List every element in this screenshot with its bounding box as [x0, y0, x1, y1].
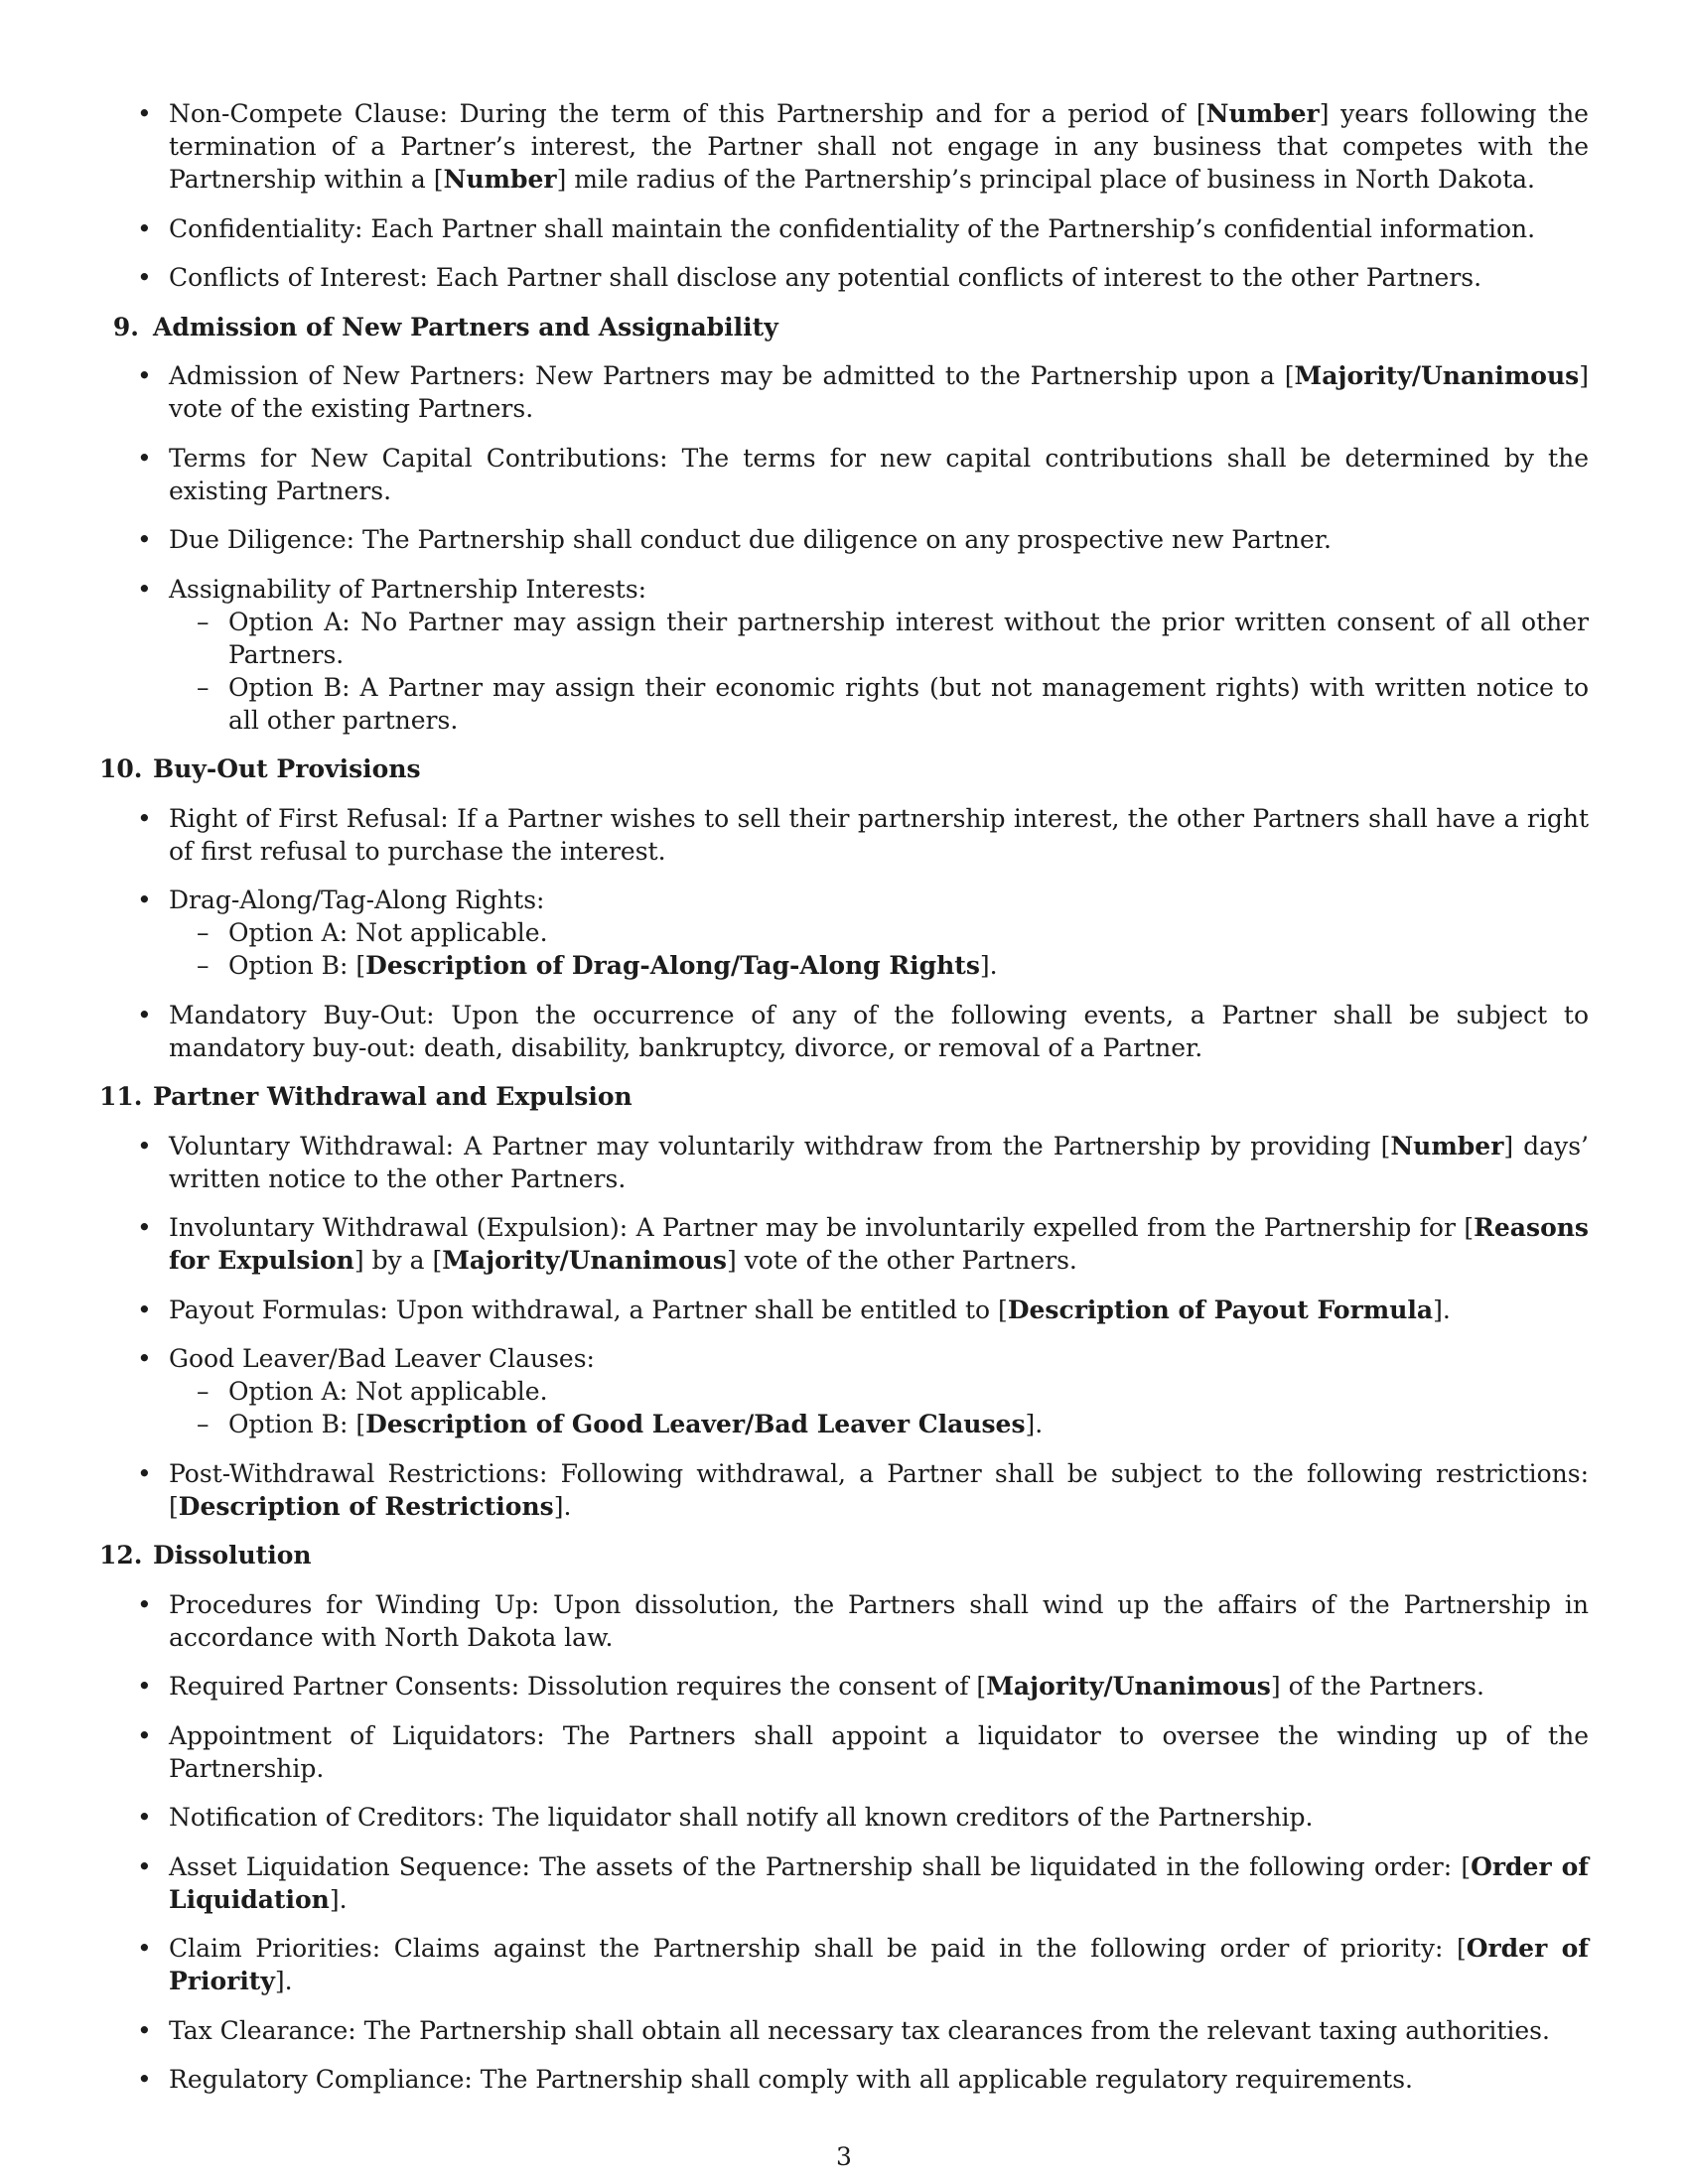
bullet-item: [99, 1670, 1589, 1703]
placeholder-text: Description of Payout Formula: [1007, 1295, 1434, 1324]
bullet-item: [99, 212, 1589, 245]
bullet-item: [99, 1457, 1589, 1523]
bullet-item: [99, 1130, 1589, 1195]
text-segment: Mandatory Buy-Out: Upon the occurrence of any of the following events, a Partner shall be subject to mandatory buy-out: death, disability, bankruptcy, divorce, or removal of a Partner.: [169, 1000, 1589, 1062]
bullet-item: [99, 442, 1589, 507]
text-segment: Option B: [: [228, 951, 366, 980]
sub-list: [99, 606, 1589, 737]
text-segment: Right of First Refusal: If a Partner wishes to sell their partnership interest, the other Partners shall have a right of first refusal to purchase the interest.: [169, 803, 1589, 866]
placeholder-text: Number: [443, 165, 557, 194]
placeholder-text: Reasons for Expulsion: [169, 1213, 1589, 1275]
bullet-item: [99, 1211, 1589, 1277]
text-segment: ].: [1433, 1295, 1451, 1324]
bullet-item: [99, 1932, 1589, 1997]
bullet-item: [99, 999, 1589, 1064]
sub-item: [99, 949, 1589, 982]
text-segment: Regulatory Compliance: The Partnership shall comply with all applicable regulatory requirements.: [169, 2065, 1414, 2094]
text-segment: Option B: [: [228, 1410, 366, 1438]
placeholder-text: Majority/Unanimous: [1294, 361, 1580, 390]
text-segment: Terms for New Capital Contributions: The terms for new capital contributions shall be determined by the existing Partners.: [169, 443, 1589, 505]
text-segment: ] days’ written notice to the other Partners.: [169, 1131, 1589, 1193]
bullet-item: [99, 2014, 1589, 2047]
bullet-item: [99, 523, 1589, 556]
sub-item: [99, 606, 1589, 671]
text-segment: ] vote of the other Partners.: [726, 1246, 1077, 1275]
text-segment: Option A: Not applicable.: [228, 1377, 548, 1406]
section-title: Admission of New Partners and Assignability: [153, 312, 778, 341]
section-number: 12.: [99, 1541, 143, 1570]
sub-item: [99, 1375, 1589, 1408]
placeholder-text: Order of Priority: [169, 1934, 1590, 1995]
placeholder-text: Description of Good Leaver/Bad Leaver Clauses: [365, 1410, 1026, 1438]
text-segment: ].: [1025, 1410, 1044, 1438]
text-segment: Voluntary Withdrawal: A Partner may voluntarily withdraw from the Partnership by providing [: [169, 1131, 1391, 1160]
section-heading: [99, 1080, 1589, 1113]
text-segment: Payout Formulas: Upon withdrawal, a Partner shall be entitled to [: [169, 1295, 1008, 1324]
text-segment: Admission of New Partners: New Partners may be admitted to the Partnership upon a [: [169, 361, 1295, 390]
text-segment: Post-Withdrawal Restrictions: Following withdrawal, a Partner shall be subject to the following restrictions: [: [169, 1458, 1589, 1521]
sub-list: [99, 916, 1589, 982]
placeholder-text: Majority/Unanimous: [442, 1246, 727, 1275]
text-segment: Option A: No Partner may assign their partnership interest without the prior written consent of all other Partners.: [228, 607, 1589, 669]
text-segment: Appointment of Liquidators: The Partners shall appoint a liquidator to oversee the winding up of the Partnership.: [169, 1720, 1589, 1783]
bullet-item: [99, 1342, 1589, 1375]
text-segment: ] mile radius of the Partnership’s principal place of business in North Dakota.: [556, 165, 1535, 194]
bullet-item: [99, 573, 1589, 606]
text-segment: ] of the Partners.: [1270, 1672, 1484, 1701]
sub-list: [99, 1375, 1589, 1440]
text-segment: ].: [553, 1491, 572, 1521]
sub-item: [99, 916, 1589, 949]
section-heading: [99, 752, 1589, 785]
bullet-item: [99, 1588, 1589, 1654]
bullet-item: [99, 802, 1589, 868]
section-heading: [99, 1539, 1589, 1571]
text-segment: ].: [329, 1884, 348, 1914]
section-title: Buy-Out Provisions: [153, 754, 421, 783]
bullet-item: [99, 1801, 1589, 1834]
text-segment: Confidentiality: Each Partner shall maintain the confidentiality of the Partnership’s confidential information.: [169, 213, 1536, 243]
sub-item: [99, 1408, 1589, 1440]
text-segment: Drag-Along/Tag-Along Rights:: [169, 886, 545, 914]
bullet-item: [99, 97, 1589, 196]
text-segment: Due Diligence: The Partnership shall conduct due diligence on any prospective new Partner.: [169, 525, 1332, 554]
text-segment: Procedures for Winding Up: Upon dissolution, the Partners shall wind up the affairs of the Partnership in accordance with North Dakota law.: [169, 1589, 1589, 1652]
text-segment: Tax Clearance: The Partnership shall obtain all necessary tax clearances from the relevant taxing authorities.: [169, 2015, 1550, 2045]
bullet-item: [99, 2063, 1589, 2096]
text-segment: ] years following the termination of a Partner’s interest, the Partner shall not engage in any business that competes with the Partnership within a [: [169, 99, 1589, 194]
placeholder-text: Description of Restrictions: [178, 1491, 554, 1521]
text-segment: Good Leaver/Bad Leaver Clauses:: [169, 1344, 595, 1373]
placeholder-text: Number: [1205, 99, 1320, 128]
text-segment: Non-Compete Clause: During the term of this Partnership and for a period of [: [169, 99, 1206, 128]
text-segment: Option B: A Partner may assign their economic rights (but not management rights) with written notice to all other partners.: [228, 672, 1589, 735]
text-segment: ].: [979, 951, 998, 980]
document-page: [99, 97, 1589, 2113]
placeholder-text: Number: [1390, 1131, 1504, 1160]
bullet-item: [99, 1294, 1589, 1326]
section-number: 11.: [99, 1082, 143, 1111]
placeholder-text: Description of Drag-Along/Tag-Along Rights: [365, 951, 980, 980]
section-heading: [99, 311, 1589, 343]
bullet-item: [99, 359, 1589, 425]
placeholder-text: Majority/Unanimous: [986, 1672, 1271, 1701]
section-title: Dissolution: [153, 1541, 312, 1570]
bullet-item: [99, 884, 1589, 916]
text-segment: ] vote of the existing Partners.: [169, 361, 1589, 423]
bullet-item: [99, 1719, 1589, 1785]
text-segment: Assignability of Partnership Interests:: [169, 574, 647, 604]
bullet-item: [99, 1850, 1589, 1916]
text-segment: Notification of Creditors: The liquidator shall notify all known creditors of the Partnership.: [169, 1803, 1314, 1832]
bullet-item: [99, 261, 1589, 294]
text-segment: Claim Priorities: Claims against the Partnership shall be paid in the following order of priority: [: [169, 1934, 1467, 1963]
text-segment: ].: [274, 1967, 293, 1995]
document-body: [99, 97, 1589, 2096]
section-title: Partner Withdrawal and Expulsion: [153, 1082, 633, 1111]
page-number: 3: [836, 2142, 852, 2171]
text-segment: ] by a [: [353, 1246, 443, 1275]
sub-item: [99, 671, 1589, 737]
placeholder-text: Order of Liquidation: [169, 1851, 1589, 1914]
text-segment: Asset Liquidation Sequence: The assets of the Partnership shall be liquidated in the following order: [: [169, 1851, 1472, 1881]
section-number: 9.: [112, 312, 139, 341]
text-segment: Required Partner Consents: Dissolution requires the consent of [: [169, 1672, 987, 1701]
text-segment: Option A: Not applicable.: [228, 918, 548, 947]
text-segment: Conflicts of Interest: Each Partner shall disclose any potential conflicts of interest to the other Partners.: [169, 263, 1482, 292]
section-number: 10.: [99, 754, 143, 783]
text-segment: Involuntary Withdrawal (Expulsion): A Partner may be involuntarily expelled from the Partnership for [: [169, 1213, 1475, 1242]
